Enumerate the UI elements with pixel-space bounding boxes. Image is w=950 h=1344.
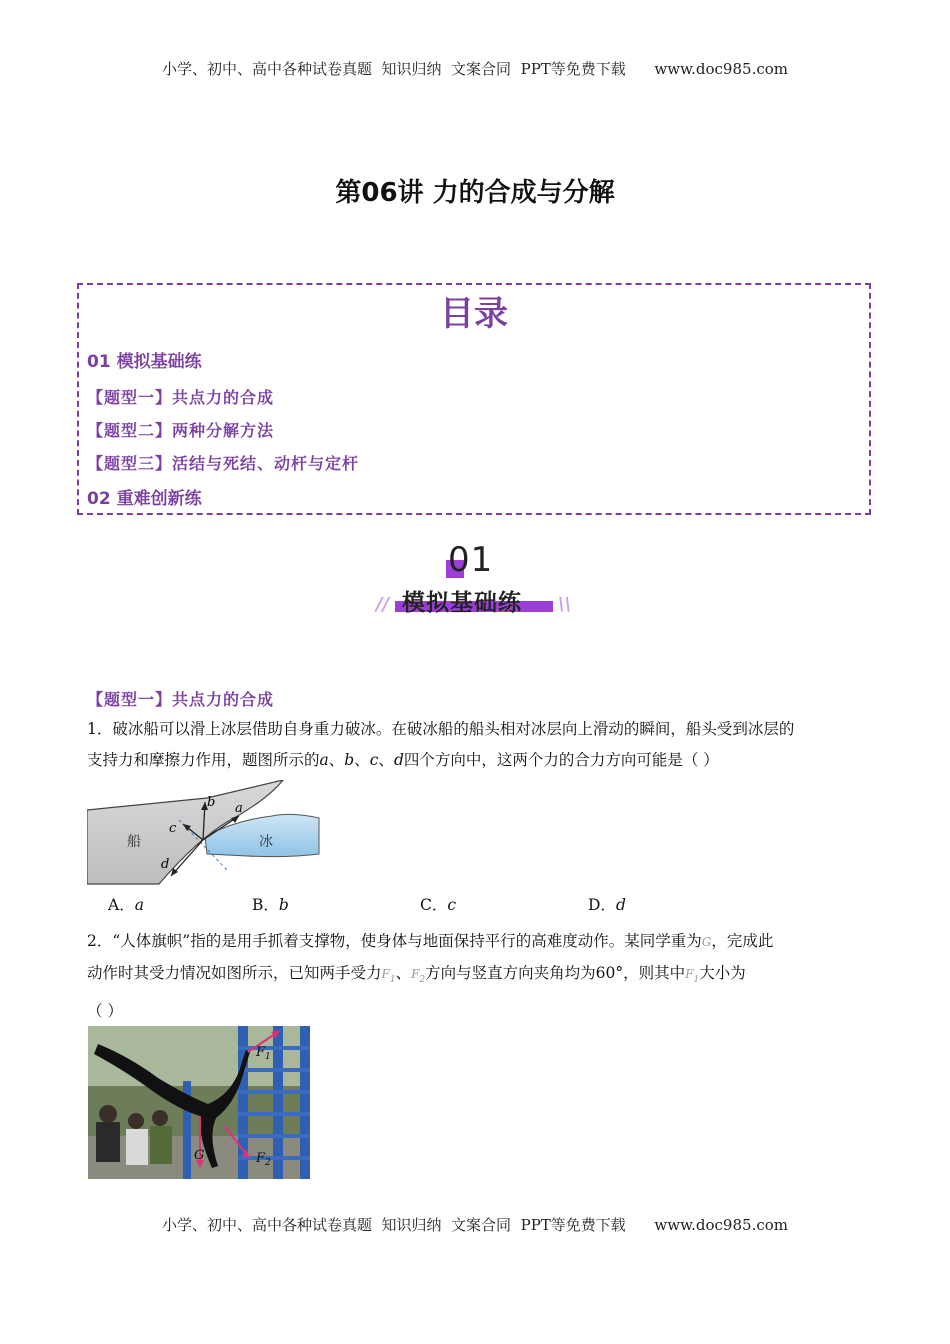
icebreaker-figure (87, 780, 323, 886)
q1-option-a[interactable]: A．a (108, 896, 144, 914)
page-footer: 小学、初中、高中各种试卷真题 知识归纳 文案合同 PPT等免费下载 www.doc985.com (161, 1216, 788, 1234)
force-g-label: G (194, 1148, 205, 1163)
banner-slash-left: // (376, 594, 390, 615)
dir-d-label: d (161, 857, 170, 872)
q1-option-d[interactable]: D．d (588, 896, 626, 914)
toc-section-1[interactable]: 01 模拟基础练 (87, 352, 202, 372)
toc-item-type1[interactable]: 【题型一】共点力的合成 (87, 388, 275, 407)
ship-label: 船 (127, 834, 141, 850)
dir-b-label: b (207, 795, 216, 810)
banner-number: 01 (448, 540, 494, 580)
q2-text (87, 926, 867, 1027)
q1-line-1: 1．破冰船可以滑上冰层借助自身重力破冰。在破冰船的船头相对冰层向上滑动的瞬间，船头受到冰层的 (87, 720, 795, 738)
section-banner (376, 540, 580, 625)
q1-option-c[interactable]: C．c (420, 896, 457, 914)
page-header: 小学、初中、高中各种试卷真题 知识归纳 文案合同 PPT等免费下载 www.doc985.com (161, 60, 788, 78)
q1-text (87, 714, 867, 776)
toc-heading: 目录 (440, 294, 508, 334)
human-flag-photo (88, 1026, 310, 1179)
q1-option-b[interactable]: B．b (252, 896, 289, 914)
dir-c-label: c (169, 821, 177, 836)
page-title: 第06讲 力的合成与分解 (335, 178, 615, 208)
force-f1-label: $F_1$ (256, 1045, 271, 1062)
banner-slash-right: \\ (558, 594, 572, 615)
q2-line-3: （ ） (87, 1002, 123, 1021)
dir-a-label: a (235, 801, 243, 816)
banner-label: 模拟基础练 (402, 590, 522, 616)
question-type-heading: 【题型一】共点力的合成 (87, 690, 275, 709)
force-f2-label: $F_2$ (256, 1151, 271, 1168)
q1-line-2: 支持力和摩擦力作用，题图所示的a、b、c、d四个方向中，这两个力的合力方向可能是（ ） (87, 751, 719, 769)
toc-item-type2[interactable]: 【题型二】两种分解方法 (87, 421, 275, 440)
q2-line-1: 2．“人体旗帜”指的是用手抓着支撑物，使身体与地面保持平行的高难度动作。某同学重为G，完成此 (87, 932, 774, 950)
toc-section-2[interactable]: 02 重难创新练 (87, 489, 202, 509)
toc-item-type3[interactable]: 【题型三】活结与死结、动杆与定杆 (87, 454, 360, 473)
q2-line-2: 动作时其受力情况如图所示，已知两手受力$F_1$、$F_2$方向与竖直方向夹角均为60°，则其中$F_1$大小为 (87, 964, 746, 986)
ice-label: 冰 (259, 834, 273, 850)
